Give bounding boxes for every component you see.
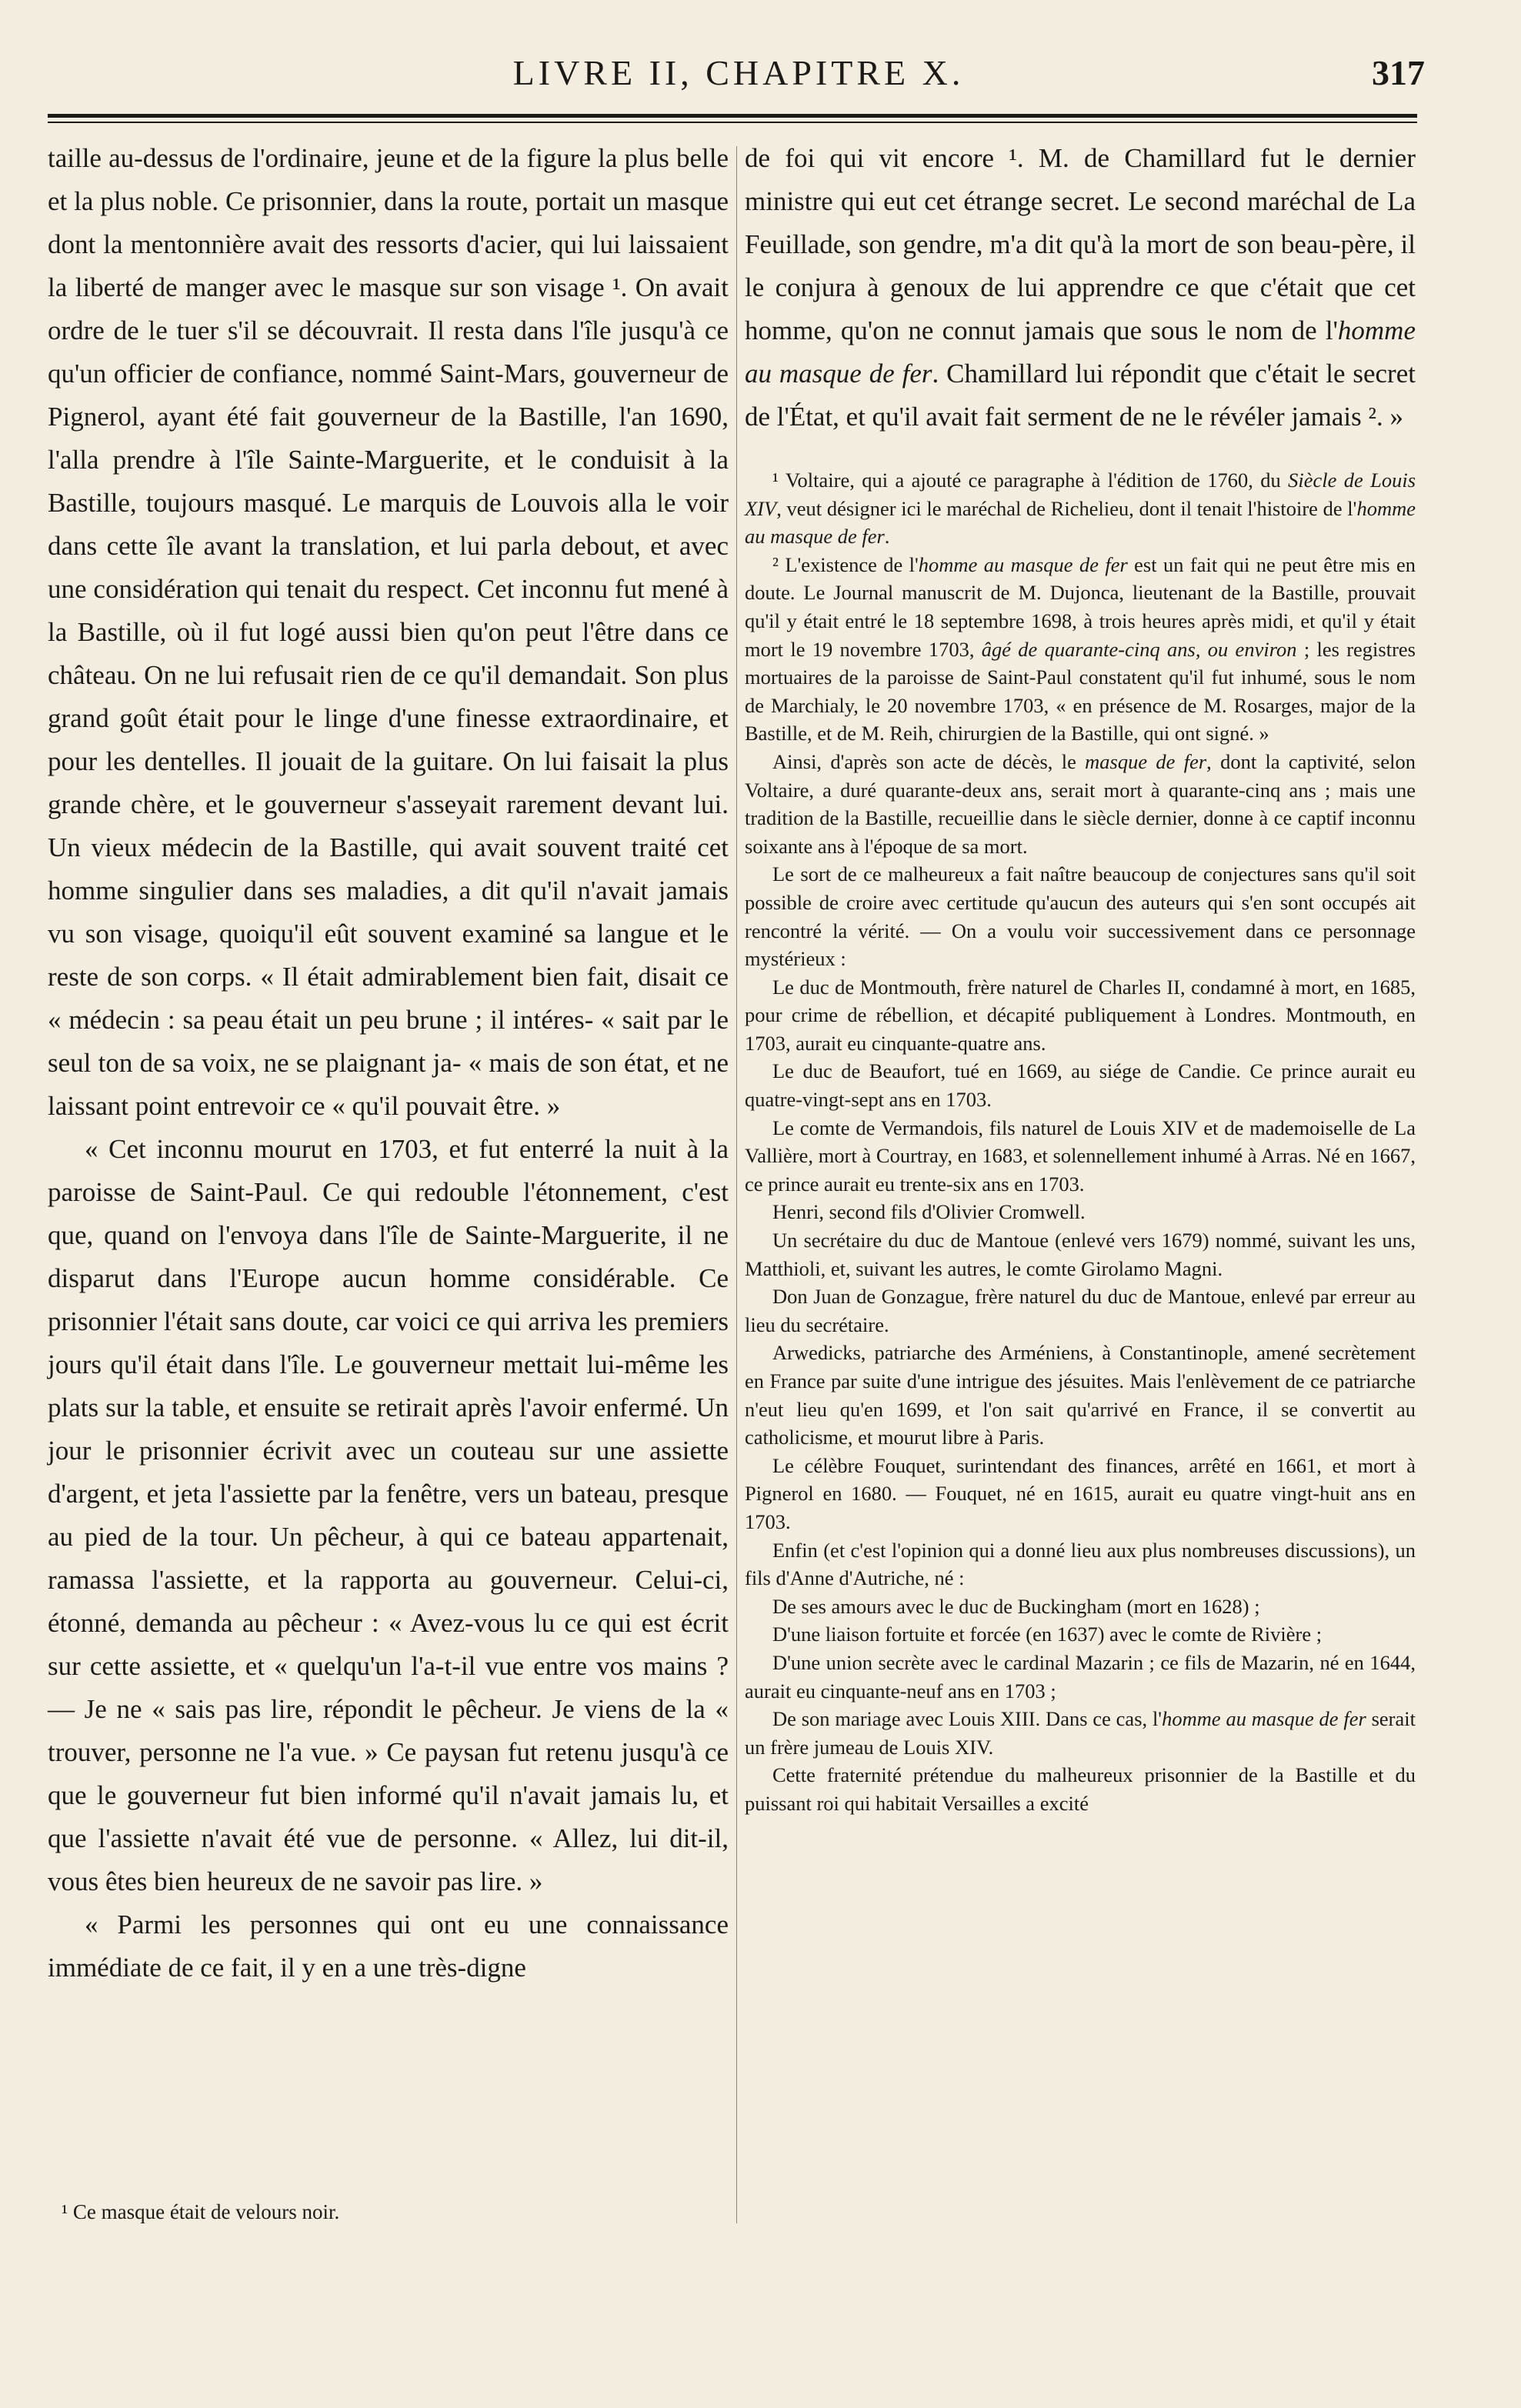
footnote-paragraph <box>745 551 1416 748</box>
page-header <box>46 46 1431 108</box>
text-run: Le célèbre Fouquet, surintendant des finances, arrêté en 1661, et mort à Pignerol en 1680. — Fouquet, né en 1615, aurait eu quatre vingt-huit ans en 1703. <box>745 1453 1416 1533</box>
text-run: , veut désigner ici le maréchal de Richelieu, dont il tenait l'histoire de l' <box>776 496 1357 520</box>
text-run: ¹ Voltaire, qui a ajouté ce paragraphe à l'édition de 1760, du <box>772 469 1289 492</box>
text-run: ² L'existence de l' <box>772 552 919 576</box>
italic-run: homme au masque de fer <box>745 496 1416 549</box>
text-run: . <box>884 525 890 549</box>
footnote-paragraph <box>745 1114 1416 1199</box>
text-run: De son mariage avec Louis XIII. Dans ce cas, l' <box>772 1707 1162 1731</box>
footnote-left: ¹ Ce masque était de velours noir. <box>62 2200 340 2223</box>
footnote-paragraph <box>745 1339 1416 1451</box>
header-rule-thin <box>48 122 1417 123</box>
italic-run: homme au masque de fer <box>745 315 1416 389</box>
footnote-paragraph <box>745 1057 1416 1113</box>
left-column <box>48 137 729 1989</box>
footnote-paragraph <box>745 973 1416 1058</box>
text-run: serait un frère jumeau de Louis XIV. <box>745 1707 1416 1759</box>
paragraph: « Parmi les personnes qui ont eu une connaissance immédiate de ce fait, il y en a une très-digne <box>48 1909 729 1983</box>
text-run: Enfin (et c'est l'opinion qui a donné lieu aux plus nombreuses discussions), un fils d'Anne d'Autriche, né : <box>745 1538 1416 1590</box>
text-run: D'une union secrète avec le cardinal Mazarin ; ce fils de Mazarin, né en 1644, aurait eu cinquante-neuf ans en 1703 ; <box>745 1650 1416 1703</box>
paragraph: taille au-dessus de l'ordinaire, jeune et de la figure la plus belle et la plus noble. Ce prisonnier, dans la route, portait un masque dont la mentonnière avait des ressorts d'acier, qui lui laissaient la liberté de manger avec le masque sur son visage ¹. On avait ordre de le tuer s'il se découvrait. Il resta dans l'île jusqu'à ce qu'un officier de confiance, nommé Saint-Mars, gouverneur de Pignerol, ayant été fait gouverneur de la Bastille, l'an 1690, l'alla prendre à l'île Sainte-Marguerite, et le conduisit à la Bastille, toujours masqué. Le marquis de Louvois alla le voir dans cette île avant la translation, et lui parla debout, et avec une considération qui tenait du respect. Cet inconnu fut mené à la Bastille, où il fut logé aussi bien qu'on peut l'être dans ce château. On ne lui refusait rien de ce qu'il demandait. Son plus grand goût était pour le linge d'une finesse extraordinaire, et pour les dentelles. Il jouait de la guitare. On lui faisait la plus grande chère, et le gouverneur s'asseyait rarement devant lui. Un vieux médecin de la Bastille, qui avait souvent traité cet homme singulier dans ses maladies, a dit qu'il n'avait jamais vu son visage, quoiqu'il eût souvent examiné sa langue et le reste de son corps. « Il était admirablement bien fait, disait ce « médecin : sa peau était un peu brune ; il intéres- « sait par le seul ton de sa voix, ne se plaignant ja- « mais de son état, et ne laissant point entrevoir ce « qu'il pouvait être. » <box>48 143 729 1121</box>
footnotes <box>745 466 1416 1818</box>
footnote-paragraph <box>745 1452 1416 1536</box>
footnote-paragraph <box>745 1649 1416 1705</box>
text-run: ; les registres mortuaires de la paroisse de Saint-Paul constatent qu'il fut inhumé, sous le nom de Marchialy, le 20 novembre 1703, « en présence de M. Rosarges, major de la Bastille, et de M. Reih, chirurgien de la Bastille, qui ont signé. » <box>745 637 1416 745</box>
text-run: Le comte de Vermandois, fils naturel de Louis XIV et de mademoiselle de La Vallière, mort à Courtray, en 1683, et solennellement inhumé à Arras. Né en 1667, ce prince aurait eu trente-six ans en 1703. <box>745 1116 1416 1196</box>
footnote-paragraph <box>745 1620 1416 1649</box>
text-run: Le duc de Montmouth, frère naturel de Charles II, condamné à mort, en 1685, pour crime de rébellion, et décapité publiquement à Londres. Montmouth, en 1703, aurait eu cinquante-quatre ans. <box>745 975 1416 1055</box>
text-run: , dont la captivité, selon Voltaire, a duré quarante-deux ans, serait mort à quarante-cinq ans ; mais une tradition de la Bastille, recueillie dans le siècle dernier, donne à ce captif inconnu soixante ans à l'époque de sa mort. <box>745 749 1416 858</box>
footnote-paragraph <box>745 748 1416 860</box>
footnote-paragraph <box>745 1282 1416 1339</box>
footnote-paragraph <box>745 1593 1416 1621</box>
running-title: LIVRE II, CHAPITRE X. <box>512 53 965 92</box>
footnote-paragraph <box>745 1226 1416 1282</box>
text-run: Arwedicks, patriarche des Arméniens, à Constantinople, amené secrètement en France par suite d'une intrigue des jésuites. Mais l'enlèvement de ce patriarche n'eut lieu qu'en 1699, et l'on sait qu'arrivé en France, il se convertit au catholicisme, et mourut libre à Paris. <box>745 1341 1416 1449</box>
footnote-paragraph <box>745 860 1416 972</box>
text-run: Henri, second fils d'Olivier Cromwell. <box>772 1200 1086 1224</box>
italic-run: Siècle de Louis XIV <box>745 469 1416 520</box>
text-run: Un secrétaire du duc de Mantoue (enlevé vers 1679) nommé, suivant les uns, Matthioli, et, suivant les autres, le comte Girolamo Magni. <box>745 1229 1416 1280</box>
text-run: Le sort de ce malheureux a fait naître beaucoup de conjectures sans qu'il soit possible de croire avec certitude qu'aucun des auteurs qui s'en sont occupés ait rencontré la vérité. — On a voulu voir successivement dans ce personnage mystérieux : <box>745 862 1416 971</box>
footnote-paragraph <box>745 1761 1416 1817</box>
right-column <box>745 137 1416 1818</box>
text-run: De ses amours avec le duc de Buckingham (mort en 1628) ; <box>772 1594 1260 1618</box>
paragraph <box>745 137 1416 439</box>
paragraph: « Cet inconnu mourut en 1703, et fut enterré la nuit à la paroisse de Saint-Paul. Ce qui redouble l'étonnement, c'est que, quand on l'envoya dans l'île de Sainte-Marguerite, il ne disparut dans l'Europe aucun homme considérable. Ce prisonnier l'était sans doute, car voici ce qui arriva les premiers jours qu'il était dans l'île. Le gouverneur mettait lui-même les plats sur la table, et ensuite se retirait après l'avoir enfermé. Un jour le prisonnier écrivit avec un couteau sur une assiette d'argent, et jeta l'assiette par la fenêtre, vers un bateau, presque au pied de la tour. Un pêcheur, à qui ce bateau appartenait, ramassa l'assiette, et la rapporta au gouverneur. Celui-ci, étonné, demanda au pêcheur : « Avez-vous lu ce qui est écrit sur cette assiette, et « quelqu'un l'a-t-il vue entre vos mains ? — Je ne « sais pas lire, répondit le pêcheur. Je viens de la « trouver, personne ne l'a vue. » Ce paysan fut retenu jusqu'à ce que le gouverneur fut bien informé qu'il n'avait jamais lu, et que l'assiette n'avait été vue de personne. « Allez, lui dit-il, vous êtes bien heureux de ne savoir pas lire. » <box>48 1134 729 1896</box>
text-run: . Chamillard lui répondit que c'était le secret de l'État, et qu'il avait fait serment de ne le révéler jamais ². » <box>745 359 1416 432</box>
page-number: 317 <box>1372 53 1425 92</box>
italic-run: homme au masque de fer <box>1162 1707 1366 1731</box>
text-run: Ainsi, d'après son acte de décès, le <box>772 749 1086 773</box>
footnote-paragraph <box>745 466 1416 551</box>
footnote-paragraph <box>745 1705 1416 1761</box>
text-run: Cette fraternité prétendue du malheureux prisonnier de la Bastille et du puissant roi qui habitait Versailles a excité <box>745 1763 1416 1815</box>
text-run: est un fait qui ne peut être mis en doute. Le Journal manuscrit de M. Dujonca, lieutenant de la Bastille, prouvait qu'il y était entré le 18 septembre 1698, à trois heures après midi, et qu'il y était mort le 19 novembre 1703, <box>745 552 1416 661</box>
text-run: de foi qui vit encore ¹. M. de Chamillard fut le dernier ministre qui eut cet étrange secret. Le second maréchal de La Feuillade, son gendre, m'a dit qu'à la mort de son beau-père, il le conjura à genoux de lui apprendre ce que c'était que cet homme, qu'on ne connut jamais que sous le nom de l' <box>745 143 1416 345</box>
text-run: Le duc de Beaufort, tué en 1669, au siége de Candie. Ce prince aurait eu quatre-vingt-sept ans en 1703. <box>745 1059 1416 1112</box>
italic-run: homme au masque de fer <box>918 552 1128 576</box>
text-run: D'une liaison fortuite et forcée (en 1637) avec le comte de Rivière ; <box>772 1623 1323 1646</box>
text-run: Don Juan de Gonzague, frère naturel du duc de Mantoue, enlevé par erreur au lieu du secrétaire. <box>745 1285 1416 1336</box>
italic-run: âgé de quarante-cinq ans, ou environ <box>981 637 1297 661</box>
header-rule-thick <box>48 114 1417 118</box>
footnote-paragraph <box>745 1198 1416 1226</box>
italic-run: masque de fer <box>1085 749 1207 773</box>
footnote-paragraph <box>745 1536 1416 1593</box>
column-divider <box>736 146 737 2223</box>
